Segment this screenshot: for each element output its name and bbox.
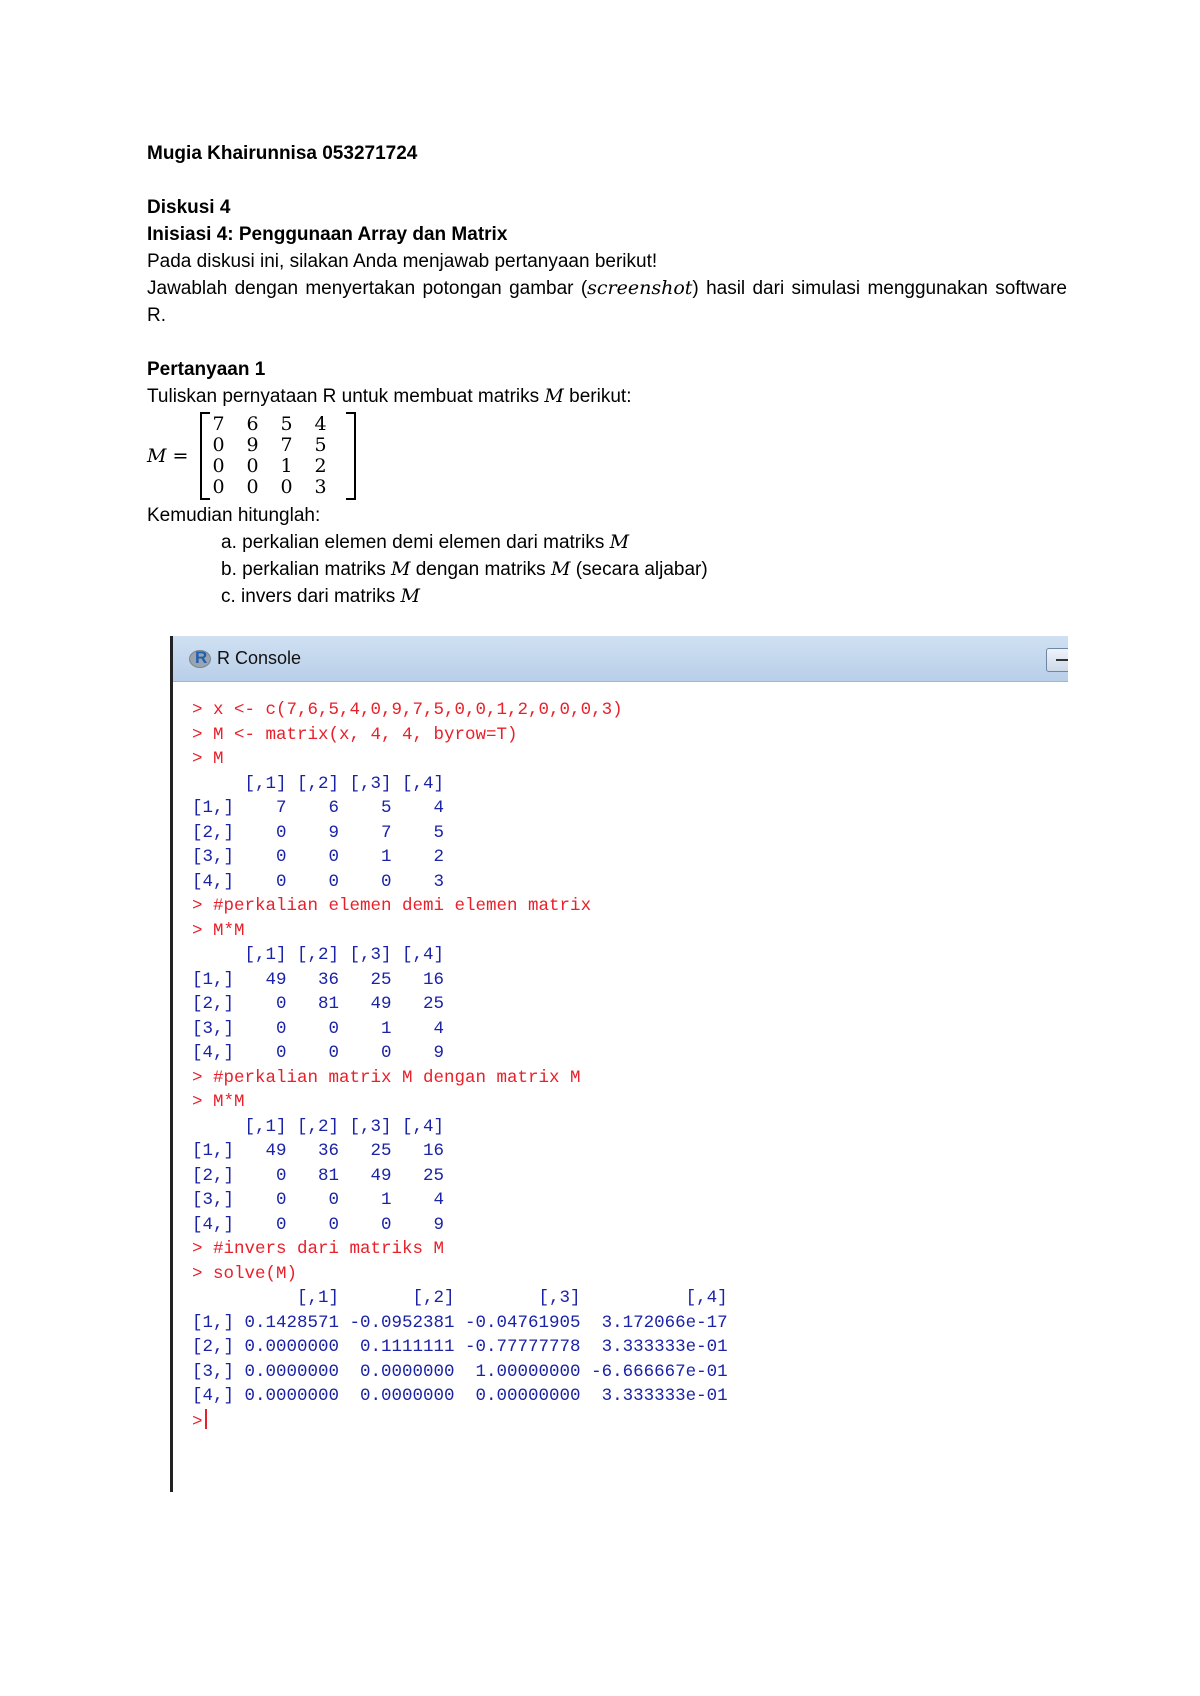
console-output-line: [,1] [,2] [,3] [,4] (192, 773, 445, 794)
task-b-var2: M (550, 558, 571, 580)
matrix-cell: 0 (212, 455, 225, 477)
author-line: Mugia Khairunnisa 053271724 (147, 143, 418, 164)
matrix-cell: 2 (314, 455, 327, 477)
instruction-emphasis: screenshot (587, 277, 693, 299)
console-output-line: [,1] [,2] [,3] [,4] (192, 1116, 445, 1137)
task-b (147, 556, 1067, 583)
matrix-cell: 7 (212, 413, 225, 435)
console-output-line: [,1] [,2] [,3] [,4] (192, 1288, 728, 1308)
console-output-line: [2,] 0.0000000 0.1111111 -0.77777778 3.333333e-01 (192, 1337, 728, 1357)
console-output-line: [4,] 0.0000000 0.0000000 0.00000000 3.333333e-01 (192, 1386, 728, 1406)
matrix-cell: 9 (246, 434, 259, 456)
console-titlebar[interactable] (173, 636, 1068, 682)
matrix-right-bracket (346, 412, 356, 500)
console-input-line: > #invers dari matriks M (192, 1239, 445, 1259)
console-output-line: [4,] 0 0 0 3 (192, 871, 445, 892)
task-b-var: M (391, 558, 411, 580)
matrix-cell: 0 (212, 434, 225, 456)
task-b-post: (secara aljabar) (570, 559, 708, 580)
intro-text: Pada diskusi ini, silakan Anda menjawab pertanyaan berikut! (147, 251, 658, 272)
console-input-line: > M <- matrix(x, 4, 4, byrow=T) (192, 724, 518, 745)
console-prompt[interactable] (192, 1409, 1068, 1434)
task-a-text: a. perkalian elemen demi elemen dari matriks (221, 532, 610, 553)
matrix-cell: 3 (314, 476, 327, 498)
matrix-cell: 5 (280, 413, 293, 435)
task-b-text: b. perkalian matriks (221, 559, 392, 580)
task-c-text: c. invers dari matriks (221, 586, 401, 607)
task-a-var: M (609, 531, 630, 553)
task-c (147, 583, 1067, 610)
console-output-line: [2,] 0 81 49 25 (192, 994, 445, 1014)
prompt-var: M (544, 385, 564, 407)
console-input-line: > solve(M) (192, 1263, 298, 1284)
r-logo-icon: R (189, 649, 211, 669)
console-output-line: [4,] 0 0 0 9 (192, 1214, 445, 1235)
prompt-pre: Tuliskan pernyataan R untuk membuat matriks (147, 386, 545, 407)
prompt-post: berikut: (563, 386, 632, 407)
r-console-screenshot (170, 636, 1068, 1492)
console-output[interactable] (173, 682, 1068, 1433)
console-output-line: [1,] 49 36 25 16 (192, 969, 445, 990)
prompt-symbol: > (192, 1411, 203, 1432)
minimize-button[interactable] (1046, 648, 1068, 672)
instruction-post: ) hasil dari simulasi menggunakan software R. (147, 278, 1068, 326)
matrix-cell: 7 (280, 434, 293, 456)
matrix-grid (210, 414, 346, 498)
matrix-definition (147, 412, 1067, 500)
console-input-line: > M (192, 749, 224, 769)
console-output-line: [1,] 49 36 25 16 (192, 1141, 445, 1161)
task-c-var: M (400, 585, 420, 607)
initiation-title: Inisiasi 4: Penggunaan Array dan Matrix (147, 224, 508, 245)
matrix-label-var: M (147, 444, 167, 467)
console-input-line: > #perkalian elemen demi elemen matrix (192, 896, 592, 916)
instruction-text (147, 275, 1067, 329)
matrix-left-bracket (200, 412, 210, 500)
document-body (147, 140, 1067, 610)
console-output-line: [3,] 0 0 1 2 (192, 847, 445, 867)
console-output-line: [2,] 0 81 49 25 (192, 1165, 445, 1186)
then-text: Kemudian hitunglah: (147, 505, 321, 526)
question-title: Pertanyaan 1 (147, 359, 266, 380)
matrix-cell: 5 (314, 434, 327, 456)
matrix-cell: 6 (246, 413, 259, 435)
console-output-line: [,1] [,2] [,3] [,4] (192, 945, 445, 965)
matrix-cell: 1 (280, 455, 293, 477)
matrix-cell: 0 (246, 455, 259, 477)
console-input-line: > M*M (192, 920, 245, 941)
console-input-line: > M*M (192, 1092, 245, 1112)
matrix-label-eq: = (166, 444, 189, 467)
matrix-cell: 0 (280, 476, 293, 498)
instruction-pre: Jawablah dengan menyertakan potongan gambar ( (147, 278, 588, 299)
console-output-line: [4,] 0 0 0 9 (192, 1043, 445, 1063)
matrix-cell: 0 (246, 476, 259, 498)
matrix-cell: 0 (212, 476, 225, 498)
console-output-line: [3,] 0 0 1 4 (192, 1018, 445, 1039)
console-title: R Console (217, 648, 302, 668)
console-output-line: [3,] 0.0000000 0.0000000 1.00000000 -6.666667e-01 (192, 1361, 728, 1382)
console-input-line: > #perkalian matrix M dengan matrix M (192, 1067, 581, 1088)
console-output-line: [2,] 0 9 7 5 (192, 822, 445, 843)
task-b-mid: dengan matriks (410, 559, 551, 580)
matrix-label (147, 443, 188, 470)
discussion-title: Diskusi 4 (147, 197, 231, 218)
text-cursor (205, 1409, 207, 1429)
matrix-cell: 4 (314, 413, 327, 435)
console-output-line: [1,] 7 6 5 4 (192, 798, 445, 818)
console-output-line: [1,] 0.1428571 -0.0952381 -0.04761905 3.172066e-17 (192, 1312, 728, 1333)
task-a (147, 529, 1067, 556)
console-output-line: [3,] 0 0 1 4 (192, 1190, 445, 1210)
question-prompt (147, 383, 1067, 410)
console-input-line: > x <- c(7,6,5,4,0,9,7,5,0,0,1,2,0,0,0,3) (192, 700, 623, 720)
